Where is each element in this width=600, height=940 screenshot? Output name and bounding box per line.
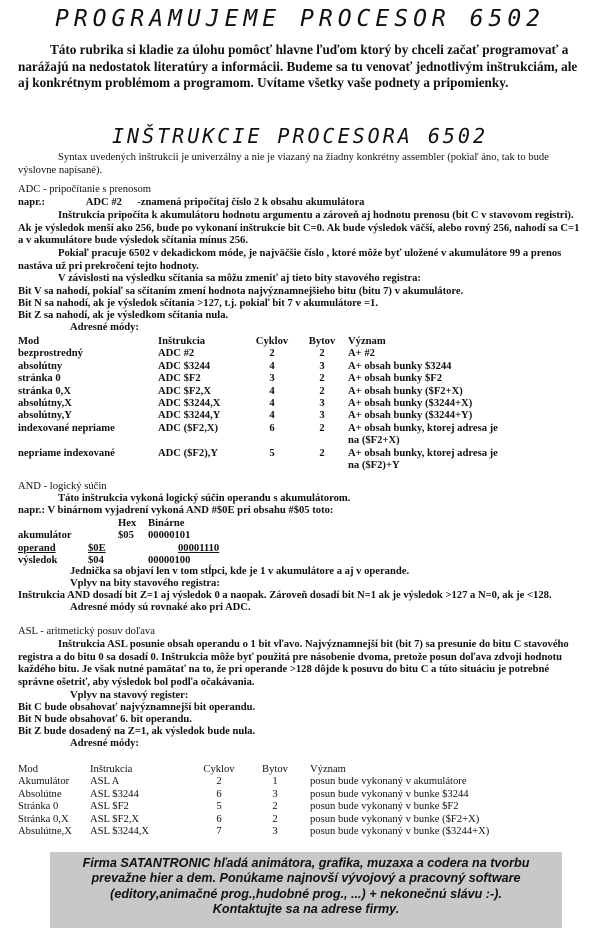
adc-table-row [18,410,578,422]
adc-example-label: napr.: [18,197,45,208]
adc-table-row [18,361,578,373]
table-cell: Absolútne [18,788,62,800]
adc-flag-v: Bit V sa nahodí, pokiaľ sa sčítaním zmení hodnota najvýznamnejšieho bitu (bitu 7) v akumulátore. [18,286,464,297]
column-header: Bytov [262,764,288,775]
adc-paragraph-3: V závislosti na výsledku sčítania sa môžu zmeniť aj tieto bity stavového registra: [58,273,421,284]
table-cell: absolútny,Y [18,410,72,422]
and-example-row: výsledok $04 00000100 [18,555,191,567]
adc-example [18,197,578,208]
table-cell: posun bude vykonaný v akumulátore [310,776,467,788]
asl-flag-c: Bit C bude obsahovať najvýznamnejší bit operandu. [18,702,256,713]
table-cell: ASL $F2 [90,801,129,813]
table-cell: 6 [216,813,222,825]
table-cell: A+ obsah bunky $3244 [348,360,452,372]
adc-heading: ADC - pripočítanie s prenosom [18,184,151,195]
table-cell: absolútny,X [18,398,72,410]
table-cell [296,460,348,472]
table-cell: ADC #2 [158,348,195,360]
table-cell: na ($F2)+Y [348,460,400,472]
table-cell: 2 [319,373,325,385]
column-header: Význam [310,764,346,775]
table-cell: indexované nepriame [18,422,115,434]
table-cell: ADC $F2 [158,373,201,385]
adc-table-row [18,348,578,360]
table-cell: Stránka 0 [18,801,59,813]
table-cell: 2 [216,776,222,788]
table-cell: 2 [319,447,325,459]
table-cell: 5 [216,801,222,813]
table-cell: 4 [269,398,275,410]
table-cell [158,435,248,447]
table-cell: 4 [269,360,275,372]
table-cell: posun bude vykonaný v bunke $3244 [310,788,469,800]
adc-table-row [18,435,578,447]
and-example-row: operand $0E 00001110 [18,542,220,554]
binary-header: Binárne [148,518,185,529]
table-cell: nepriame indexované [18,447,115,459]
and-paragraph-4: Vplyv na bity stavového registra: [70,578,220,589]
table-cell: 6 [269,422,275,434]
table-cell: stránka 0 [18,373,61,385]
table-cell: 3 [319,360,325,372]
asl-table-row [18,776,578,788]
table-cell: A+ obsah bunky $F2 [348,373,443,385]
table-cell: posun bude vykonaný v bunke ($3244+X) [310,826,490,838]
asl-modes-table [18,764,578,838]
asl-heading: ASL - aritmetický posuv doľava [18,626,155,637]
table-cell [248,460,296,472]
table-cell: 3 [272,826,278,838]
intro-paragraph: Táto rubrika si kladie za úlohu pomôcť hlavne ľuďom ktorý by chceli začať programovať a narážajú na nedostatok literatúry a informácii. Budeme sa tu venovať jednotlivým inštrukciám, ale aj konkrétnym problémom a programom. Uvítame všetky vaše podnety a pripomienky. [18,42,578,91]
table-cell: 7 [216,826,222,838]
asl-table-row [18,801,578,813]
adc-example-desc: -znamená pripočítaj číslo 2 k obsahu akumulátora [137,197,365,208]
table-cell: ASL $3244,X [90,826,150,838]
table-cell: Akumulátor [18,776,70,788]
column-header: Mod [18,764,39,775]
column-header: Mod [18,336,40,347]
table-cell [18,435,158,447]
table-cell: 3 [272,788,278,800]
table-cell: A+ obsah bunky, ktorej adresa je [348,447,498,459]
asl-table-row [18,814,578,826]
table-cell: A+ obsah bunky ($F2+X) [348,385,463,397]
asl-paragraph-2: Vplyv na stavový register: [70,690,189,701]
table-cell [248,435,296,447]
table-cell: 1 [272,776,278,788]
adc-table-row [18,423,578,435]
table-cell: A+ #2 [348,348,375,360]
ad-line-1: Firma SATANTRONIC hľadá animátora, grafika, muzaxa a codera na tvorbu [82,856,530,870]
asl-table-header [18,764,578,776]
asl-modes-label: Adresné módy: [70,738,139,749]
table-cell [18,460,158,472]
and-example-row: akumulátor $05 00000101 [18,530,191,542]
page-title: PROGRAMUJEME PROCESOR 6502 [54,6,546,32]
table-cell: 2 [269,348,275,360]
adc-paragraph-1: Inštrukcia pripočíta k akumulátoru hodnotu argumentu a zároveň aj hodnotu prenosu (bit C v stavovom registri). Ak je výsledok menší ako 256, bude po vykonaní inštrukcie bit C=0. Ak bude výsledok väčší, alebo rovný 256, nahodí sa C=1 a v akumulátore bude výsledok sčítania mínus 256. [18,210,580,247]
table-cell: 6 [216,788,222,800]
table-cell: ADC ($F2),Y [158,447,219,459]
adc-table-header [18,336,578,348]
adc-flag-n: Bit N sa nahodí, ak je výsledok sčítania >127, t.j. pokiaľ bit 7 v akumulátore =1. [18,298,379,309]
table-cell [296,435,348,447]
ad-line-2: prevažne hier a dem. Ponúkame najnovší vývojový a pracovný software [91,871,521,886]
table-cell: 2 [272,801,278,813]
table-cell: na ($F2+X) [348,435,400,447]
adc-example-code: ADC #2 [85,197,122,208]
adc-modes-label: Adresné módy: [70,322,139,333]
table-cell: ADC $3244,Y [158,410,221,422]
syntax-note: Syntax uvedených inštrukcii je univerzálny a nie je viazaný na žiadny konkrétny assembler (pokiaľ áno, tak to bude výslovne napísané). [18,152,549,176]
adc-table-row [18,460,578,472]
table-cell: A+ obsah bunky ($3244+X) [348,398,473,410]
adc-modes-table [18,336,578,472]
table-cell: 3 [319,398,325,410]
table-cell: stránka 0,X [18,385,71,397]
table-cell: 2 [319,385,325,397]
table-cell: A+ obsah bunky, ktorej adresa je [348,422,498,434]
and-paragraph-5: Inštrukcia AND dosadí bit Z=1 aj výsledok 0 a naopak. Zároveň dosadí bit N=1 ak je výsledok >127 a N=0, ak je <128. [18,590,552,601]
adc-paragraph-2: Pokiaľ pracuje 6502 v dekadickom móde, je najväčšie číslo , ktoré môže byť uložené v akumulátore 99 a prenos nastáva už pri prekročení tejto hodnoty. [18,248,562,272]
table-cell: ASL $3244 [90,788,139,800]
table-cell: Absulútne,X [18,826,72,838]
asl-table-row [18,789,578,801]
table-cell: 3 [269,373,275,385]
table-cell [158,460,248,472]
advertisement-box [50,852,562,928]
and-paragraph-3: Jednička sa objaví len v tom stĺpci, kde je 1 v akumulátore a aj v operande. [70,566,410,577]
table-cell: 4 [269,385,275,397]
column-header: Cyklov [255,336,289,347]
table-cell: 2 [272,813,278,825]
table-cell: 2 [319,348,325,360]
table-cell: absolútny [18,360,63,372]
ad-line-4: Kontaktujte sa na adrese firmy. [212,902,400,917]
and-example-table [18,518,228,568]
column-header: Význam [348,336,386,347]
table-cell: Stránka 0,X [18,813,69,825]
ad-line-3: (editory,animačné prog.,hudobné prog., ...) + nekonečnú slávu :-). [110,886,502,901]
table-cell: ADC $3244,X [158,398,221,410]
table-cell: ADC $F2,X [158,385,211,397]
adc-table-row [18,448,578,460]
asl-paragraph-1: Inštrukcia ASL posunie obsah operandu o 1 bit vľavo. Najvýznamnejší bit (bit 7) sa presunie do bitu C stavového registra a do bitu 0 sa dosadí 0. Inštrukcia môže byť použitá pre násobenie dvoma, pretože posun doľava zdvoji hodnotu každého bitu. Je však nutné pamätať na to, že pri operande >128 dôjde k posuvu do bitu C a túto situáciu je potrebné správne ošetriť, aby výsledok bol podľa očakávania. [18,639,569,688]
adc-table-row [18,386,578,398]
asl-flag-z: Bit Z bude dosadený na Z=1, ak výsledok bude nula. [18,726,256,737]
and-paragraph-6: Adresné módy sú rovnaké ako pri ADC. [70,602,251,613]
and-paragraph-1: Táto inštrukcia vykoná logický súčin operandu s akumulátorom. [58,493,351,504]
and-paragraph-2: napr.: V binárnom vyjadrení vykoná AND #$0E pri obsahu #$05 toto: [18,505,334,516]
column-header: Inštrukcia [158,336,206,347]
and-heading: AND - logický súčin [18,481,107,492]
table-cell: 5 [269,447,275,459]
hex-header: Hex [118,518,137,529]
asl-table-row [18,826,578,838]
table-cell: ASL $F2,X [90,813,140,825]
column-header: Cyklov [203,764,235,775]
table-cell: ADC $3244 [158,360,211,372]
adc-flag-z: Bit Z sa nahodí, ak je výsledkom sčítania nula. [18,310,229,321]
and-example-header [18,518,228,530]
column-header: Inštrukcia [90,764,133,775]
table-cell: A+ obsah bunky ($3244+Y) [348,410,473,422]
table-cell: posun bude vykonaný v bunke $F2 [310,801,459,813]
table-cell: 3 [319,410,325,422]
adc-table-row [18,398,578,410]
section-title: INŠTRUKCIE PROCESORA 6502 [111,124,489,148]
table-cell: posun bude vykonaný v bunke ($F2+X) [310,813,480,825]
table-cell: 2 [319,422,325,434]
adc-table-row [18,373,578,385]
asl-flag-n: Bit N bude obsahovať 6. bit operandu. [18,714,192,725]
table-cell: bezprostredný [18,348,83,360]
table-cell: 4 [269,410,275,422]
table-cell: ADC ($F2,X) [158,422,219,434]
table-cell: ASL A [90,776,120,788]
column-header: Bytov [308,336,336,347]
